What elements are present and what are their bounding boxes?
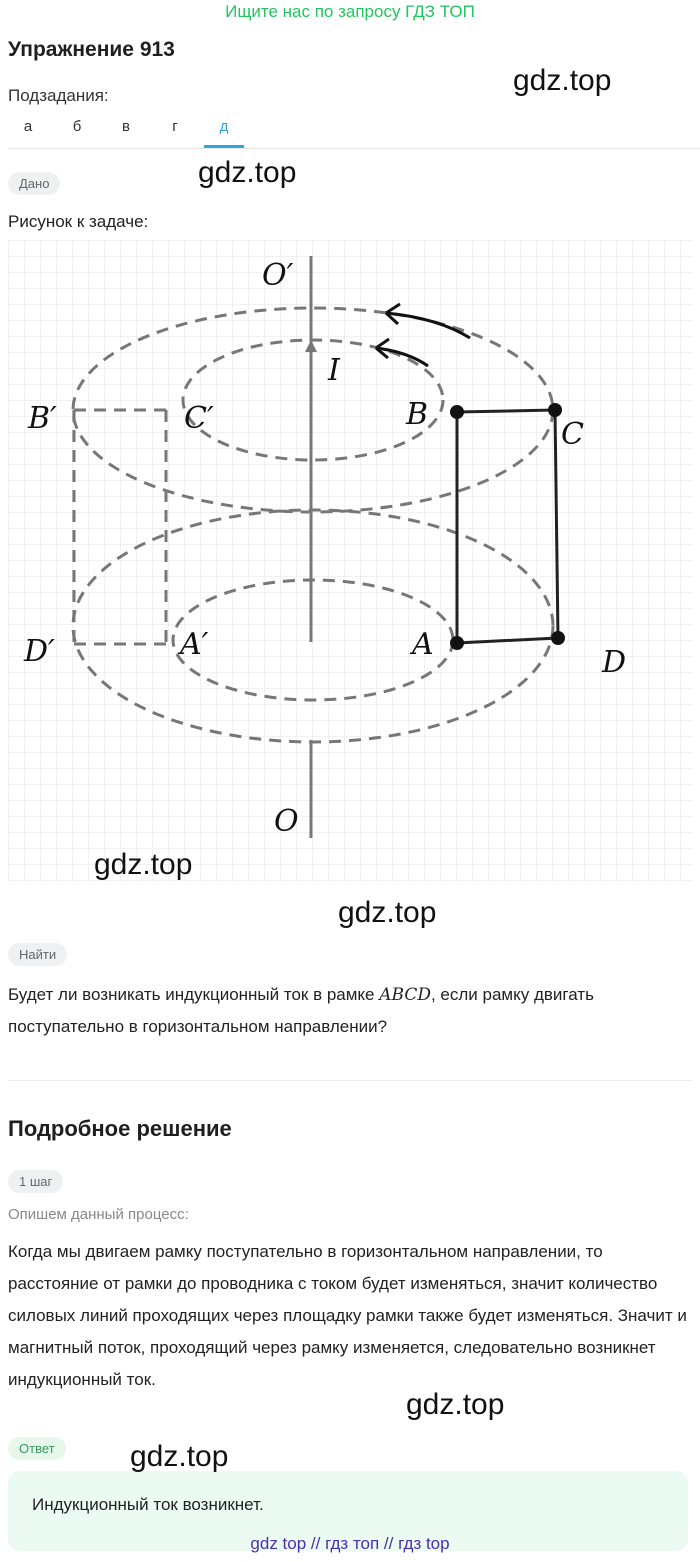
active-tab-indicator: [204, 145, 244, 148]
label-b: B: [406, 397, 429, 432]
step-intro: Опишем данный процесс:: [8, 1206, 189, 1223]
point-c: [548, 403, 562, 417]
label-d-prime: D′: [24, 634, 55, 669]
watermark: gdz.top: [338, 896, 437, 929]
tab-a[interactable]: а: [23, 118, 33, 135]
section-divider: [8, 1080, 692, 1081]
label-a: A: [412, 627, 434, 662]
label-c-prime: C′: [184, 401, 214, 436]
label-i: I: [328, 353, 340, 388]
frame-name-math: ABCD: [379, 985, 431, 1005]
watermark: gdz.top: [513, 64, 612, 97]
label-o: O: [274, 804, 299, 839]
grid-background: [8, 240, 692, 882]
find-question: [8, 979, 688, 1043]
watermark: gdz.top: [130, 1440, 229, 1473]
problem-figure: [8, 240, 692, 882]
tab-b[interactable]: б: [72, 118, 82, 135]
label-d: D: [602, 645, 627, 680]
point-a: [450, 636, 464, 650]
figure-caption: Рисунок к задаче:: [8, 212, 149, 231]
tab-g[interactable]: г: [172, 118, 178, 135]
step-text: Когда мы двигаем рамку поступательно в горизонтальном направлении, то расстояние от рамки до проводника с током будет изменяться, значит количество силовых линий проходящих через площадку рамки также будет изменяться. Значит и магнитный поток, проходящий через рамку изменяется, следовательно возникнет индукционный ток.: [8, 1242, 687, 1389]
tab-d[interactable]: д: [219, 118, 229, 135]
label-o-prime: O′: [262, 258, 294, 293]
subtask-tabs: [8, 114, 700, 149]
exercise-title: Упражнение 913: [8, 38, 175, 61]
point-b: [450, 405, 464, 419]
step-badge: 1 шаг: [8, 1170, 63, 1193]
frame-side-bc: [457, 410, 555, 412]
footer-links[interactable]: gdz top // гдз топ // гдз top: [250, 1534, 450, 1553]
given-badge: Дано: [8, 172, 60, 195]
top-banner[interactable]: Ищите нас по запросу ГДЗ ТОП: [225, 2, 475, 21]
watermark: gdz.top: [198, 156, 297, 189]
answer-badge: Ответ: [8, 1437, 66, 1460]
tab-v[interactable]: в: [122, 118, 130, 135]
find-badge: Найти: [8, 943, 67, 966]
label-b-prime: B′: [28, 401, 57, 436]
label-a-prime: A′: [180, 627, 209, 662]
label-c: C: [561, 417, 584, 452]
point-d: [551, 631, 565, 645]
question-text-start: Будет ли возникать индукционный ток в рамке: [8, 985, 380, 1004]
solution-title: Подробное решение: [8, 1116, 232, 1141]
watermark: gdz.top: [406, 1388, 505, 1421]
answer-text: Индукционный ток возникнет.: [32, 1495, 264, 1514]
subtasks-label: Подзадания:: [8, 86, 109, 105]
question-text-end: , если рамку двигать поступательно в горизонтальном направлении?: [8, 985, 594, 1036]
watermark: gdz.top: [94, 848, 193, 881]
